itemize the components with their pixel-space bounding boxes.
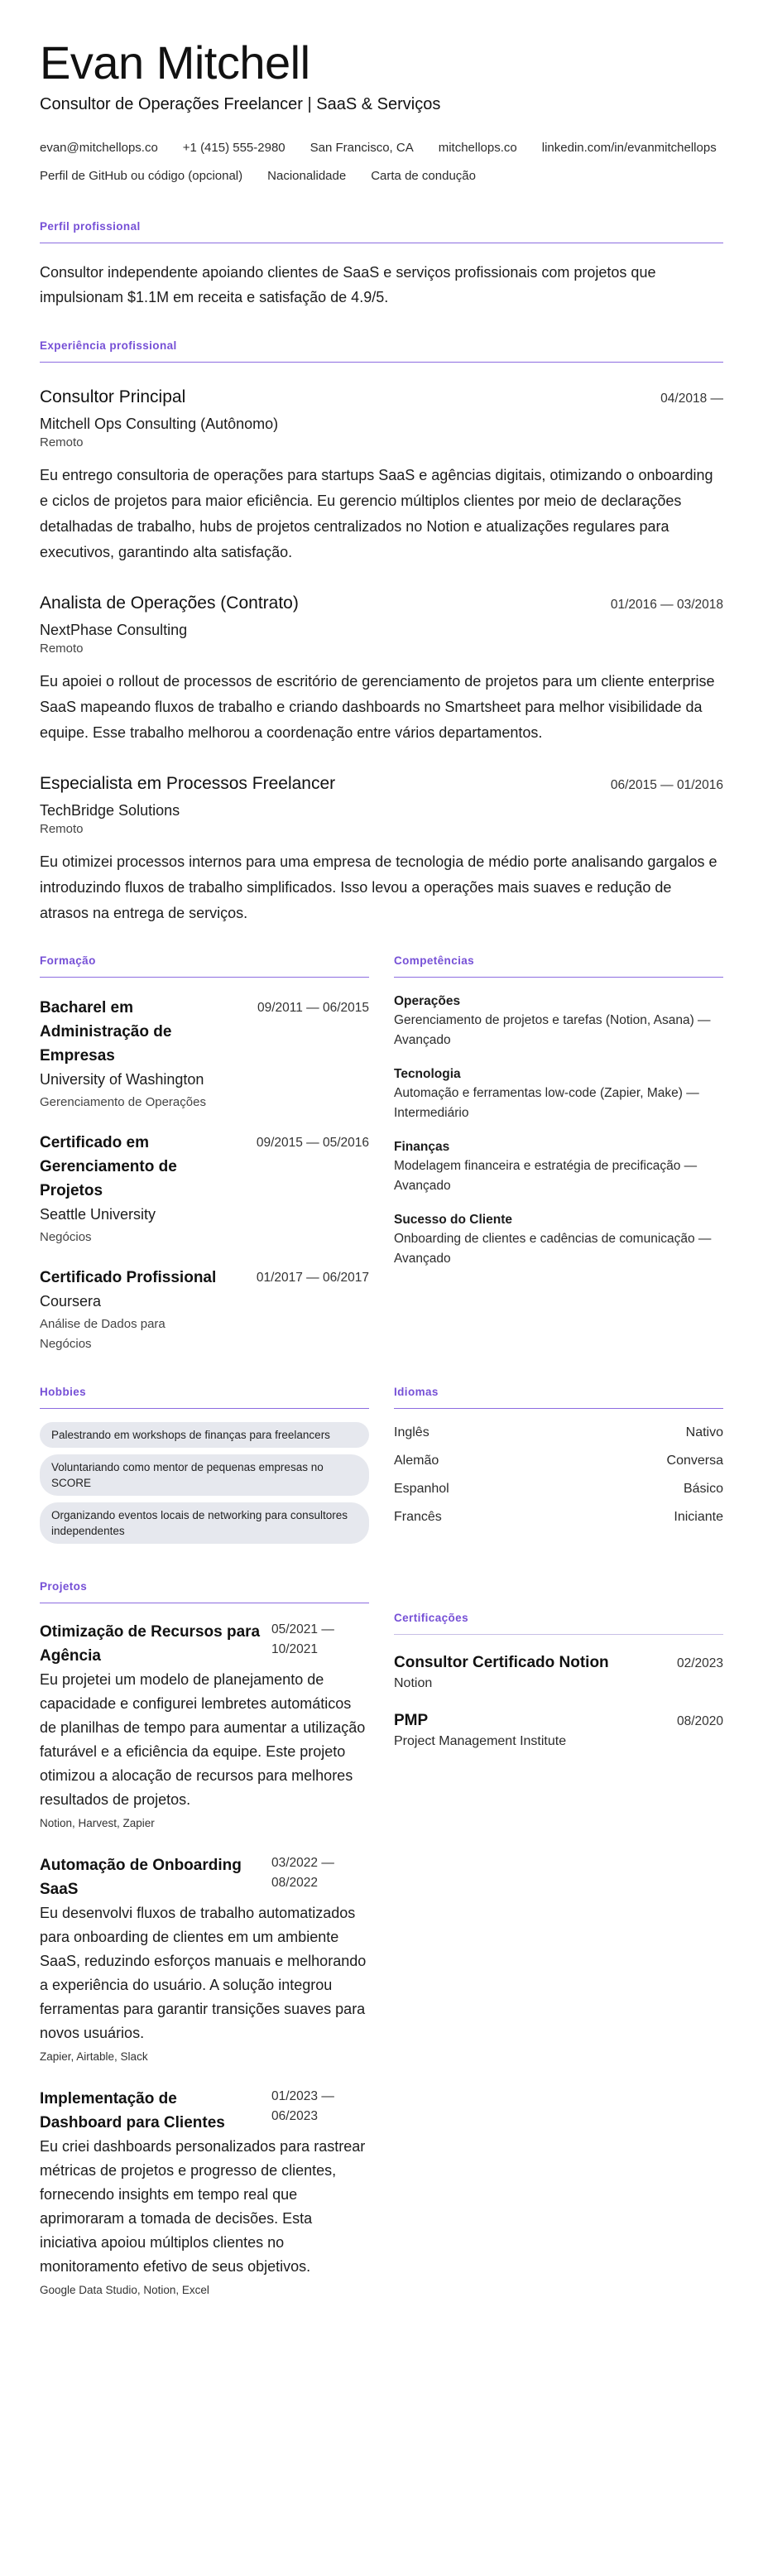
projects-section-title: Projetos <box>40 1580 369 1603</box>
project-date: 05/2021 — 10/2021 <box>271 1622 334 1656</box>
hobby-tag: Voluntariando como mentor de pequenas empresas no SCORE <box>40 1454 369 1496</box>
job-date: 06/2015 — 01/2016 <box>610 778 723 792</box>
certification-name: Consultor Certificado Notion <box>394 1654 609 1671</box>
skill-description: Automação e ferramentas low-code (Zapier, Make) — Intermediário <box>394 1086 699 1120</box>
profile-summary: Consultor independente apoiando clientes de SaaS e serviços profissionais com projetos que impulsionam $1.1M em receita e satisfação de 4.9/5. <box>40 264 656 305</box>
education-item <box>40 1131 369 1247</box>
languages-section <box>394 1386 723 1550</box>
language-level: Básico <box>683 1482 723 1496</box>
project-date: 01/2023 — 06/2023 <box>271 2089 334 2123</box>
job-date: 04/2018 — <box>660 392 723 406</box>
skill-description: Modelagem financeira e estratégia de precificação — Avançado <box>394 1159 698 1193</box>
language-name: Francês <box>394 1510 442 1524</box>
certifications-section-title: Certificações <box>394 1612 723 1635</box>
certification-issuer: Project Management Institute <box>394 1734 567 1748</box>
experience-section-title: Experiência profissional <box>40 339 723 363</box>
certification-date: 02/2023 <box>676 1656 723 1670</box>
certification-date: 08/2020 <box>676 1714 723 1728</box>
education-section <box>40 954 369 1354</box>
hobbies-languages-row <box>40 1386 723 1550</box>
contact-location: San Francisco, CA <box>310 141 414 155</box>
language-level: Iniciante <box>674 1510 723 1524</box>
job-location: Remoto <box>40 642 84 656</box>
job-company: TechBridge Solutions <box>40 802 180 819</box>
certifications-section <box>394 1580 723 2300</box>
project-tools: Zapier, Airtable, Slack <box>40 2050 148 2063</box>
skill-name: Operações <box>394 994 461 1008</box>
hobby-tag: Palestrando em workshops de finanças para freelancers <box>40 1422 369 1448</box>
education-field: Negócios <box>40 1230 92 1244</box>
contact-email[interactable]: evan@mitchellops.co <box>40 141 158 155</box>
profile-section-title: Perfil profissional <box>40 220 723 243</box>
language-name: Espanhol <box>394 1482 449 1496</box>
skill-item <box>394 1211 723 1269</box>
education-field: Gerenciamento de Operações <box>40 1095 206 1109</box>
education-degree: Certificado em Gerenciamento de Projetos <box>40 1134 177 1199</box>
hobbies-section <box>40 1386 369 1550</box>
profile-section <box>40 220 723 310</box>
language-name: Alemão <box>394 1454 439 1468</box>
experience-list <box>40 386 723 926</box>
language-item <box>394 1475 723 1503</box>
project-description: Eu desenvolvi fluxos de trabalho automatizados para onboarding de clientes em um ambiente SaaS, reduzindo esforços manuais e melhorando a experiência do usuário. A solução integrou ferramentas para garantir transições suaves para novos usuários. <box>40 1905 367 2041</box>
education-school: Coursera <box>40 1293 102 1310</box>
job-location: Remoto <box>40 435 84 449</box>
resume-header <box>40 36 723 190</box>
job-description: Eu entrego consultoria de operações para startups SaaS e agências digitais, otimizando o onboarding e ciclos de projetos para maior eficiência. Eu gerencio múltiplos clientes por meio de declarações detalhadas de trabalho, hubs de projetos centralizados no Notion e atualizações regulares para executivos, garantindo alta satisfação. <box>40 467 713 560</box>
candidate-headline: Consultor de Operações Freelancer | SaaS & Serviços <box>40 95 441 113</box>
skill-item <box>394 1138 723 1196</box>
job-item <box>40 386 723 565</box>
language-item <box>394 1419 723 1447</box>
job-description: Eu otimizei processos internos para uma empresa de tecnologia de médio porte analisando gargalos e introduzindo fluxos de trabalho simplificados. Isso levou a operações mais suaves e redução de atrasos na entrega de serviços. <box>40 853 717 921</box>
projects-section <box>40 1580 369 2300</box>
project-item <box>40 2087 369 2300</box>
job-title: Consultor Principal <box>40 387 186 406</box>
certification-issuer: Notion <box>394 1676 433 1690</box>
education-section-title: Formação <box>40 954 369 978</box>
education-school: Seattle University <box>40 1206 156 1223</box>
job-item <box>40 592 723 746</box>
contact-website[interactable]: mitchellops.co <box>438 141 517 155</box>
project-tools: Google Data Studio, Notion, Excel <box>40 2284 209 2296</box>
project-tools: Notion, Harvest, Zapier <box>40 1817 155 1829</box>
contact-github[interactable]: Perfil de GitHub ou código (opcional) <box>40 169 243 183</box>
project-item <box>40 1853 369 2067</box>
contact-linkedin[interactable]: linkedin.com/in/evanmitchellops <box>541 141 717 155</box>
skill-name: Sucesso do Cliente <box>394 1213 512 1227</box>
certification-item <box>394 1651 723 1693</box>
certification-name: PMP <box>394 1712 429 1729</box>
language-level: Conversa <box>666 1454 723 1468</box>
job-location: Remoto <box>40 822 84 836</box>
hobby-tag: Organizando eventos locais de networking para consultores independentes <box>40 1502 369 1544</box>
skills-section-title: Competências <box>394 954 723 978</box>
project-title: Automação de Onboarding SaaS <box>40 1857 242 1898</box>
skills-section <box>394 954 723 1354</box>
language-item <box>394 1447 723 1475</box>
education-date: 09/2011 — 06/2015 <box>257 1001 369 1015</box>
job-company: NextPhase Consulting <box>40 622 188 638</box>
skill-description: Gerenciamento de projetos e tarefas (Notion, Asana) — Avançado <box>394 1013 711 1047</box>
contact-list <box>40 134 723 190</box>
languages-section-title: Idiomas <box>394 1386 723 1409</box>
job-item <box>40 772 723 926</box>
projects-certifications-row <box>40 1580 723 2300</box>
education-item <box>40 996 369 1113</box>
contact-driving-license: Carta de condução <box>371 169 476 183</box>
skill-description: Onboarding de clientes e cadências de comunicação — Avançado <box>394 1232 712 1266</box>
job-description: Eu apoiei o rollout de processos de escritório de gerenciamento de projetos para um cliente enterprise SaaS mapeando fluxos de trabalho e criando dashboards no Smartsheet para melhor visibilidade da equipe. Esse trabalho melhorou a coordenação entre vários departamentos. <box>40 673 715 741</box>
hobby-list <box>40 1422 369 1544</box>
language-item <box>394 1503 723 1531</box>
hobbies-section-title: Hobbies <box>40 1386 369 1409</box>
job-company: Mitchell Ops Consulting (Autônomo) <box>40 416 279 432</box>
education-date: 01/2017 — 06/2017 <box>256 1271 369 1285</box>
candidate-name: Evan Mitchell <box>40 36 310 89</box>
project-date: 03/2022 — 08/2022 <box>271 1856 334 1890</box>
education-skills-row <box>40 954 723 1354</box>
project-item <box>40 1620 369 1833</box>
education-item <box>40 1266 369 1354</box>
language-list <box>394 1419 723 1531</box>
project-description: Eu criei dashboards personalizados para rastrear métricas de projetos e progresso de clientes, fornecendo insights em tempo real que aprimoraram a tomada de decisões. Esta iniciativa apoiou múltiplos clientes no monitoramento efetivo de seus objetivos. <box>40 2138 366 2275</box>
job-title: Especialista em Processos Freelancer <box>40 774 336 793</box>
project-title: Otimização de Recursos para Agência <box>40 1623 261 1665</box>
certification-item <box>394 1709 723 1751</box>
education-date: 09/2015 — 05/2016 <box>256 1136 369 1150</box>
education-field: Análise de Dados para Negócios <box>40 1317 166 1351</box>
experience-section <box>40 339 723 926</box>
contact-phone[interactable]: +1 (415) 555-2980 <box>182 141 286 155</box>
skill-name: Tecnologia <box>394 1067 461 1081</box>
project-description: Eu projetei um modelo de planejamento de capacidade e configurei lembretes automáticos de planilhas de tempo para aumentar a utilização faturável e a eficiência da equipe. Este projeto otimizou a alocação de recursos para melhores resultados de projetos. <box>40 1671 366 1808</box>
job-title: Analista de Operações (Contrato) <box>40 594 299 613</box>
project-title: Implementação de Dashboard para Clientes <box>40 2090 225 2131</box>
education-degree: Certificado Profissional <box>40 1269 217 1286</box>
language-level: Nativo <box>685 1425 723 1439</box>
education-school: University of Washington <box>40 1071 204 1088</box>
education-degree: Bacharel em Administração de Empresas <box>40 999 172 1065</box>
skill-item <box>394 1065 723 1123</box>
skill-name: Finanças <box>394 1140 450 1154</box>
skill-item <box>394 992 723 1050</box>
language-name: Inglês <box>394 1425 429 1439</box>
job-date: 01/2016 — 03/2018 <box>610 598 723 612</box>
contact-nationality: Nacionalidade <box>267 169 347 183</box>
